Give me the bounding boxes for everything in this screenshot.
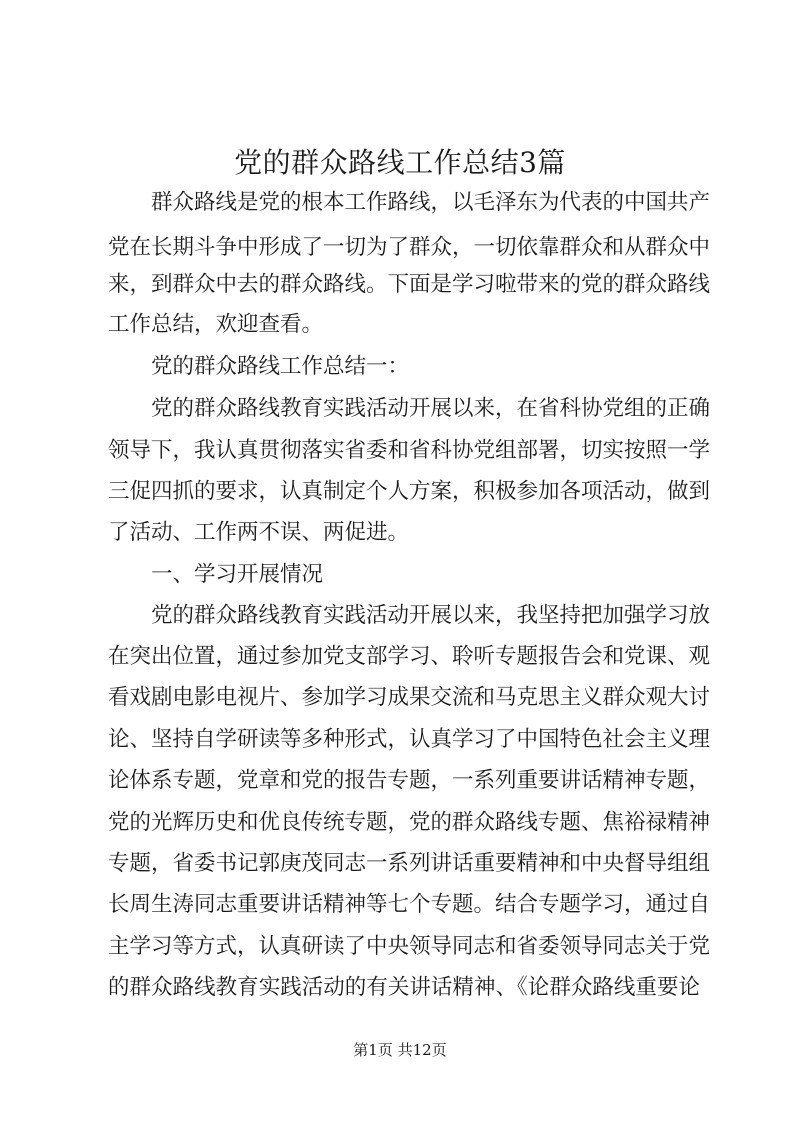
section-heading: 一、学习开展情况: [108, 562, 324, 587]
body-line: 在突出位置，通过参加党支部学习、聆听专题报告会和党课、观: [108, 644, 711, 669]
document-title: 党的群众路线工作总结3篇: [234, 146, 566, 179]
body-line: 三促四抓的要求，认真制定个人方案，积极参加各项活动，做到: [108, 479, 711, 504]
body-line: 党的群众路线教育实践活动开展以来，在省科协党组的正确: [108, 396, 711, 421]
body-line: 的群众路线教育实践活动的有关讲话精神、《论群众路线重要论: [108, 975, 700, 1000]
body-line: 论、坚持自学研读等多种形式，认真学习了中国特色社会主义理: [108, 727, 711, 752]
body-line: 党的光辉历史和优良传统专题，党的群众路线专题、焦裕禄精神: [108, 810, 711, 835]
body-line: 主学习等方式，认真研读了中央领导同志和省委领导同志关于党: [108, 934, 711, 959]
body-line: 论体系专题，党章和党的报告专题，一系列重要讲话精神专题，: [108, 768, 711, 793]
page-footer: 第1页 共12页: [353, 1041, 447, 1059]
body-line: 专题，省委书记郭庚茂同志一系列讲话重要精神和中央督导组组: [108, 851, 711, 876]
body-line: 党的群众路线教育实践活动开展以来，我坚持把加强学习放: [108, 603, 711, 628]
body-line: 群众路线是党的根本工作路线，以毛泽东为代表的中国共产: [108, 190, 711, 215]
body-line: 长周生涛同志重要讲话精神等七个专题。结合专题学习，通过自: [108, 892, 711, 917]
body-line: 工作总结，欢迎查看。: [108, 312, 324, 337]
body-line: 党在长期斗争中形成了一切为了群众，一切依靠群众和从群众中: [108, 235, 711, 260]
section-heading: 党的群众路线工作总结一：: [108, 354, 410, 379]
body-line: 领导下，我认真贯彻落实省委和省科协党组部署，切实按照一学: [108, 438, 711, 463]
body-line: 来，到群众中去的群众路线。下面是学习啦带来的党的群众路线: [108, 272, 711, 297]
body-line: 看戏剧电影电视片、参加学习成果交流和马克思主义群众观大讨: [108, 685, 711, 710]
body-line: 了活动、工作两不误、两促进。: [108, 520, 410, 545]
